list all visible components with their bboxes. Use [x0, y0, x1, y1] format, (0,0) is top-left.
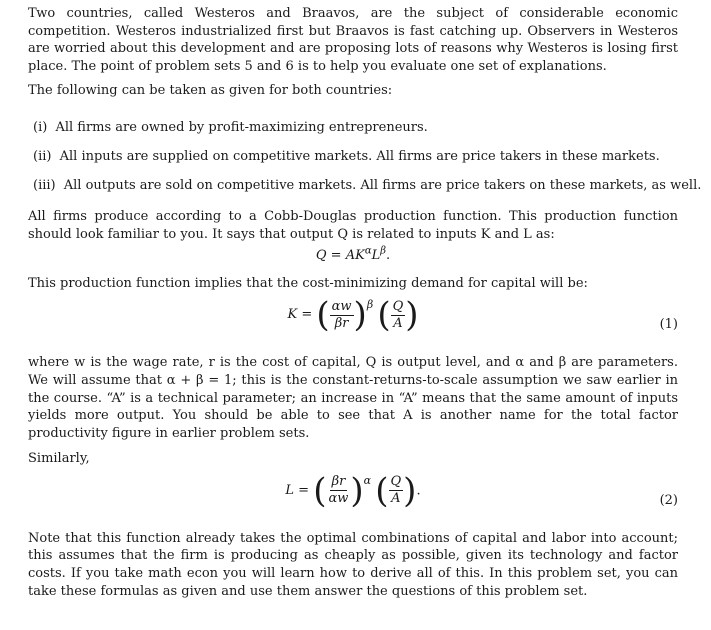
eq1-fraction-2: $\frac{Q}{A}$ [392, 298, 404, 331]
similarly-label: Similarly, [28, 451, 90, 467]
explanation-paragraph: where w is the wage rate, r is the cost of capital, Q is output level, and α and β are parameters. We will assume that α + β = 1; this is the constant-returns-to-scale assumption we saw earlier in the course. “A” is a technical parameter; an increase in “A” means that the same amount of inputs yields more output. You should be able to see that A is another name for the total factor productivity figure in earlier problem sets. [28, 355, 678, 441]
equation-1: K = ( $\frac{\alpha w}{\beta r}$ )β ( $\frac{Q}{A}$ ) (1) [287, 295, 678, 336]
assumption-number: (ii) [33, 149, 52, 165]
eq2-fraction-2: $\frac{Q}{A}$ [390, 474, 402, 507]
eq-K: K [355, 248, 365, 264]
assumption-number: (i) [33, 119, 48, 135]
assumption-text: All firms are owned by profit-maximizing entrepreneurs. [55, 119, 428, 135]
capital-intro: This production function implies that the cost-minimizing demand for capital will be: [28, 275, 588, 291]
assumption-item [28, 148, 678, 166]
eq-period: . [386, 248, 391, 264]
eq-lhs: Q [315, 248, 327, 264]
eq-alpha: α [364, 245, 372, 257]
eq-beta: β [380, 245, 386, 257]
assumption-text: All inputs are supplied on competitive markets. All firms are price takers in these markets. [59, 149, 660, 165]
closing-paragraph: Note that this function already takes the optimal combinations of capital and labor into account; this assumes that the firm is producing as cheaply as possible, given its technology and factor costs. If you take math econ you will learn how to derive all of this. In this problem set, you can take these formulas as given and use them answer the questions of this problem set. [28, 530, 678, 599]
eq1-lhs: K = [287, 307, 313, 323]
production-intro: All firms produce according to a Cobb-Douglas production function. This production function should look familiar to you. It says that output Q is related to inputs K and L as: [28, 208, 678, 242]
eq1-number: (1) [659, 317, 678, 333]
eq2-exponent: α [363, 473, 372, 487]
assumption-item [28, 119, 678, 137]
eq-L: L [371, 248, 381, 264]
eq-equals: = [330, 248, 342, 264]
production-equation [28, 247, 678, 265]
equation-2: L = ( $\frac{\beta r}{\alpha w}$ )α ( $\frac{Q}{A}$ ). (2) [285, 470, 678, 511]
eq1-fraction-1: $\frac{\alpha w}{\beta r}$ [331, 298, 352, 331]
assumptions-list [28, 119, 702, 195]
assumption-number: (iii) [33, 178, 56, 194]
assumption-item [28, 177, 702, 195]
eq2-fraction-1: $\frac{\beta r}{\alpha w}$ [328, 474, 349, 507]
given-intro: The following can be taken as given for both countries: [28, 83, 393, 99]
eq2-lhs: L = [285, 483, 310, 499]
eq2-number: (2) [659, 492, 678, 508]
assumption-text: All outputs are sold on competitive markets. All firms are price takers on these markets, as well. [63, 178, 702, 194]
eq2-period: . [416, 483, 421, 499]
problem-set-page [28, 5, 702, 600]
eq-A: A [345, 248, 356, 264]
intro-paragraph: Two countries, called Westeros and Braavos, are the subject of considerable economic competition. Westeros industrialized first but Braavos is fast catching up. Observers in Westeros are worried about this development and are proposing lots of reasons why Westeros is losing first place. The point of problem sets 5 and 6 is to help you evaluate one set of explanations. [28, 6, 678, 74]
eq1-exponent: β [366, 298, 374, 312]
